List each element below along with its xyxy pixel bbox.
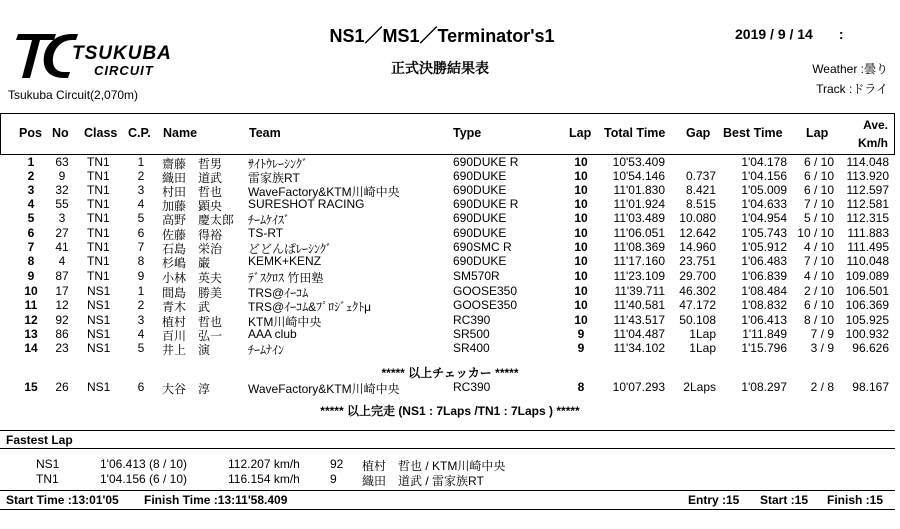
col-name: Name — [163, 126, 198, 140]
cell-type: 690DUKE — [453, 169, 507, 183]
fastest-time: 1'04.156 (6 / 10) — [100, 472, 188, 486]
cell-best: 1'04.633 — [741, 197, 787, 211]
cell-no: 17 — [55, 284, 69, 298]
cell-team: ﾁｰﾑﾅｲﾝ — [248, 343, 285, 357]
col-lap: Lap — [569, 126, 592, 140]
cell-gap: 1Lap — [689, 327, 716, 341]
cell-name: 高野 慶太郎 — [162, 213, 235, 227]
cell-class: TN1 — [87, 254, 110, 268]
cell-team: SURESHOT RACING — [248, 197, 365, 211]
cell-lap: 10 — [574, 155, 588, 169]
entry-count: Entry :15 — [688, 493, 740, 507]
cell-lap: 10 — [574, 269, 588, 283]
cell-class: TN1 — [87, 211, 110, 225]
table-row — [0, 211, 900, 225]
cell-lap: 10 — [574, 183, 588, 197]
table-row — [0, 313, 900, 327]
fastest-rider: 植村 哲也 / KTM川崎中央 — [362, 459, 506, 473]
cell-ave: 112.597 — [846, 183, 889, 197]
table-row — [0, 341, 900, 355]
cell-pos: 2 — [27, 169, 35, 183]
cell-pos: 13 — [24, 327, 38, 341]
cell-team: どどんぱﾚｰｼﾝｸﾞ — [248, 242, 333, 256]
cell-gap: 50.108 — [679, 313, 716, 327]
track-condition: Track :ドライ — [816, 82, 888, 96]
cell-type: SR500 — [453, 327, 490, 341]
cell-type: 690SMC R — [453, 240, 512, 254]
cell-type: 690DUKE — [453, 211, 507, 225]
cell-pos: 7 — [27, 240, 35, 254]
cell-gap: 8.515 — [685, 197, 716, 211]
cell-class: NS1 — [87, 380, 111, 394]
cell-ave: 113.920 — [846, 169, 889, 183]
cell-blap: 8 / 10 — [803, 313, 834, 327]
cell-lap: 10 — [574, 298, 588, 312]
table-row — [0, 269, 900, 283]
table-row — [0, 226, 900, 240]
table-row — [0, 197, 900, 211]
cell-total: 11'23.109 — [613, 269, 665, 283]
cell-no: 27 — [55, 226, 69, 240]
cell-blap: 6 / 10 — [803, 169, 834, 183]
cell-best: 1'04.178 — [741, 155, 787, 169]
cell-pos: 11 — [24, 298, 38, 312]
table-row — [0, 169, 900, 183]
cell-pos: 5 — [27, 211, 35, 225]
cell-ave: 106.501 — [845, 284, 889, 298]
logo-text-top: TSUKUBA — [72, 43, 172, 64]
cell-class: TN1 — [87, 183, 110, 197]
cell-best: 1'06.839 — [741, 269, 787, 283]
cell-team: WaveFactory&KTM川崎中央 — [248, 185, 400, 199]
cell-name: 佐藤 得裕 — [162, 228, 223, 242]
cell-type: RC390 — [453, 313, 491, 327]
cell-pos: 8 — [27, 254, 35, 268]
cell-total: 11'06.051 — [613, 226, 665, 240]
cell-blap: 6 / 10 — [803, 298, 834, 312]
start-time: Start Time :13:01'05 — [6, 493, 119, 507]
cell-no: 92 — [55, 313, 69, 327]
fastest-no: 92 — [330, 457, 344, 471]
page-subtitle: 正式決勝結果表 — [391, 60, 489, 76]
header-right-rule — [894, 113, 895, 155]
logo-text-bottom: CIRCUIT — [94, 63, 154, 78]
cell-pos: 4 — [27, 197, 35, 211]
cell-best: 1'05.009 — [741, 183, 787, 197]
cell-name: 大谷 淳 — [162, 382, 211, 396]
col-cp: C.P. — [128, 126, 151, 140]
col-ave-bottom: Km/h — [858, 136, 888, 150]
cell-gap: 46.302 — [679, 284, 716, 298]
cell-team: TS-RT — [248, 226, 284, 240]
cell-team: WaveFactory&KTM川崎中央 — [248, 382, 400, 396]
col-class: Class — [84, 126, 118, 140]
cell-type: SR400 — [453, 341, 490, 355]
cell-lap: 10 — [574, 284, 588, 298]
cell-team: AAA club — [248, 327, 297, 341]
table-row — [0, 254, 900, 268]
cell-cp: 8 — [137, 254, 145, 268]
cell-no: 4 — [58, 254, 66, 268]
cell-class: NS1 — [87, 313, 111, 327]
finish-time: Finish Time :13:11'58.409 — [144, 493, 288, 507]
cell-no: 63 — [55, 155, 69, 169]
cell-blap: 7 / 9 — [810, 327, 834, 341]
cell-gap: 29.700 — [679, 269, 716, 283]
cell-total: 10'53.409 — [612, 155, 665, 169]
cell-ave: 110.048 — [846, 254, 889, 268]
cell-pos: 12 — [24, 313, 38, 327]
cell-name: 織田 道武 — [162, 171, 223, 185]
cell-cp: 5 — [137, 341, 145, 355]
cell-ave: 96.626 — [852, 341, 889, 355]
complete-note: ***** 以上完走 (NS1 : 7Laps /TN1 : 7Laps ) ***** — [320, 404, 580, 418]
cell-name: 間島 勝美 — [162, 286, 223, 300]
cell-cp: 9 — [137, 269, 145, 283]
cell-team: KTM川崎中央 — [248, 315, 322, 329]
cell-type: GOOSE350 — [453, 284, 518, 298]
cell-gap: 10.080 — [679, 211, 716, 225]
cell-ave: 106.369 — [845, 298, 889, 312]
cell-best: 1'06.413 — [741, 313, 787, 327]
page-title: NS1／MS1／Terminator's1 — [329, 26, 555, 46]
cell-type: 690DUKE R — [453, 197, 519, 211]
cell-blap: 2 / 8 — [810, 380, 834, 394]
col-ave-top: Ave. — [863, 118, 888, 132]
cell-no: 3 — [58, 211, 66, 225]
race-date: 2019 / 9 / 14 : — [735, 26, 844, 42]
cell-team: TRS@ｲｰｺﾑ — [248, 286, 309, 300]
cell-no: 55 — [55, 197, 69, 211]
cell-type: 690DUKE — [453, 226, 507, 240]
cell-total: 10'54.146 — [612, 169, 665, 183]
cell-team: ﾁｰﾑｹｲｽﾞ — [248, 213, 291, 227]
cell-no: 32 — [55, 183, 69, 197]
col-pos: Pos — [19, 126, 42, 140]
cell-best: 1'08.832 — [741, 298, 787, 312]
cell-name: 杉嶋 巌 — [162, 256, 211, 270]
cell-ave: 114.048 — [846, 155, 889, 169]
cell-blap: 6 / 10 — [803, 183, 834, 197]
cell-lap: 10 — [574, 313, 588, 327]
cell-total: 11'03.489 — [613, 211, 665, 225]
cell-pos: 1 — [27, 155, 35, 169]
cell-class: TN1 — [87, 169, 110, 183]
cell-gap: 14.960 — [679, 240, 716, 254]
fastest-speed: 112.207 km/h — [228, 457, 300, 471]
table-row — [0, 155, 900, 169]
cell-type: GOOSE350 — [453, 298, 518, 312]
circuit-name: Tsukuba Circuit(2,070m) — [8, 88, 139, 102]
cell-cp: 7 — [137, 240, 145, 254]
cell-best: 1'05.912 — [741, 240, 787, 254]
cell-type: 690DUKE R — [453, 155, 519, 169]
table-row — [0, 327, 900, 341]
cell-class: TN1 — [87, 269, 110, 283]
cell-pos: 14 — [24, 341, 38, 355]
cell-gap: 8.421 — [685, 183, 716, 197]
fastest-lap-title: Fastest Lap — [6, 433, 73, 447]
cell-type: 690DUKE — [453, 183, 507, 197]
cell-blap: 4 / 10 — [803, 240, 834, 254]
cell-pos: 9 — [27, 269, 35, 283]
cell-name: 井上 演 — [162, 343, 211, 357]
cell-lap: 9 — [577, 341, 585, 355]
cell-total: 11'01.830 — [613, 183, 665, 197]
cell-lap: 10 — [574, 226, 588, 240]
cell-cp: 2 — [137, 298, 145, 312]
cell-gap: 23.751 — [679, 254, 716, 268]
cell-no: 86 — [55, 327, 69, 341]
cell-name: 加藤 顕央 — [162, 199, 223, 213]
fastest-bottom-rule — [0, 448, 895, 449]
cell-blap: 4 / 10 — [803, 269, 834, 283]
cell-team: KEMK+KENZ — [248, 254, 322, 268]
cell-ave: 112.315 — [846, 211, 889, 225]
cell-type: SM570R — [453, 269, 500, 283]
cell-blap: 6 / 10 — [803, 155, 834, 169]
cell-name: 百川 弘一 — [162, 329, 223, 343]
cell-total: 11'04.487 — [613, 327, 665, 341]
cell-lap: 10 — [574, 169, 588, 183]
cell-class: NS1 — [87, 341, 111, 355]
cell-ave: 105.925 — [845, 313, 889, 327]
finish-count: Finish :15 — [827, 493, 884, 507]
cell-cp: 3 — [137, 313, 145, 327]
weather: Weather :曇り — [812, 62, 888, 76]
cell-ave: 109.089 — [845, 269, 889, 283]
cell-total: 11'08.369 — [613, 240, 665, 254]
cell-team: ｻｲﾄｳﾚｰｼﾝｸﾞ — [248, 157, 309, 171]
fastest-top-rule — [0, 430, 895, 431]
col-best-time: Best Time — [723, 126, 783, 140]
cell-class: NS1 — [87, 298, 111, 312]
cell-ave: 112.581 — [846, 197, 889, 211]
cell-best: 1'04.954 — [741, 211, 787, 225]
cell-gap: 1Lap — [689, 341, 716, 355]
col-team: Team — [249, 126, 281, 140]
cell-name: 植村 哲也 — [162, 315, 223, 329]
table-row — [0, 183, 900, 197]
cell-type: 690DUKE — [453, 254, 507, 268]
cell-ave: 100.932 — [845, 327, 889, 341]
cell-best: 1'06.483 — [741, 254, 787, 268]
col-total-time: Total Time — [604, 126, 666, 140]
cell-total: 11'17.160 — [613, 254, 665, 268]
cell-total: 11'34.102 — [613, 341, 665, 355]
fastest-speed: 116.154 km/h — [228, 472, 300, 486]
cell-gap: 12.642 — [679, 226, 716, 240]
cell-lap: 10 — [574, 254, 588, 268]
cell-pos: 3 — [27, 183, 35, 197]
cell-class: TN1 — [87, 197, 110, 211]
cell-total: 11'01.924 — [613, 197, 665, 211]
cell-no: 23 — [55, 341, 69, 355]
cell-pos: 10 — [24, 284, 38, 298]
cell-no: 12 — [55, 298, 69, 312]
table-row — [0, 298, 900, 312]
cell-lap: 10 — [574, 197, 588, 211]
cell-cp: 4 — [137, 327, 145, 341]
cell-type: RC390 — [453, 380, 491, 394]
cell-blap: 3 / 9 — [810, 341, 834, 355]
cell-lap: 9 — [577, 327, 585, 341]
cell-blap: 2 / 10 — [803, 284, 834, 298]
cell-blap: 5 / 10 — [803, 211, 834, 225]
checker-note: ***** 以上チェッカー ***** — [381, 366, 519, 380]
cell-gap: 0.737 — [685, 169, 716, 183]
cell-class: TN1 — [87, 155, 110, 169]
fastest-rider: 織田 道武 / 雷家族RT — [362, 474, 484, 488]
footer-top-rule — [0, 490, 895, 491]
cell-cp: 5 — [137, 211, 145, 225]
cell-gap: 47.172 — [679, 298, 716, 312]
fastest-time: 1'06.413 (8 / 10) — [100, 457, 188, 471]
cell-cp: 4 — [137, 197, 145, 211]
cell-ave: 111.883 — [847, 226, 889, 240]
cell-lap: 8 — [577, 380, 585, 394]
cell-best: 1'05.743 — [741, 226, 787, 240]
cell-blap: 7 / 10 — [803, 254, 834, 268]
start-count: Start :15 — [760, 493, 809, 507]
cell-best: 1'04.156 — [741, 169, 787, 183]
cell-class: TN1 — [87, 226, 110, 240]
cell-no: 41 — [55, 240, 69, 254]
cell-class: NS1 — [87, 327, 111, 341]
table-row — [0, 284, 900, 298]
cell-team: TRS@ｲｰｺﾑ&ﾌﾟﾛｼﾞｪｸﾄμ — [248, 300, 372, 314]
cell-name: 青木 武 — [162, 300, 211, 314]
fastest-class: TN1 — [36, 472, 59, 486]
cell-ave: 111.495 — [847, 240, 889, 254]
table-row — [0, 240, 900, 254]
cell-team: ﾃﾞｽｸﾛｽ 竹田塾 — [248, 271, 324, 285]
cell-best: 1'08.297 — [741, 380, 787, 394]
cell-pos: 15 — [24, 380, 38, 394]
fastest-no: 9 — [330, 472, 337, 486]
cell-name: 村田 哲也 — [162, 185, 223, 199]
cell-cp: 6 — [137, 226, 145, 240]
col-type: Type — [453, 126, 482, 140]
cell-name: 小林 英夫 — [162, 271, 223, 285]
cell-lap: 10 — [574, 240, 588, 254]
cell-name: 齋藤 哲男 — [162, 157, 223, 171]
cell-best: 1'08.484 — [741, 284, 787, 298]
cell-cp: 1 — [137, 155, 145, 169]
footer-bottom-rule — [0, 509, 895, 510]
cell-blap: 10 / 10 — [797, 226, 834, 240]
fastest-class: NS1 — [36, 457, 60, 471]
cell-cp: 6 — [137, 380, 145, 394]
cell-gap: 2Laps — [683, 380, 716, 394]
cell-total: 11'43.517 — [613, 313, 665, 327]
cell-class: NS1 — [87, 284, 111, 298]
col-gap: Gap — [686, 126, 711, 140]
cell-total: 10'07.293 — [612, 380, 665, 394]
col-best-lap: Lap — [806, 126, 829, 140]
cell-no: 87 — [55, 269, 69, 283]
cell-no: 9 — [58, 169, 66, 183]
col-no: No — [52, 126, 69, 140]
cell-name: 石島 栄治 — [162, 242, 223, 256]
header-left-rule — [0, 113, 1, 155]
cell-blap: 7 / 10 — [803, 197, 834, 211]
cell-total: 11'39.711 — [614, 284, 665, 298]
cell-total: 11'40.581 — [613, 298, 665, 312]
cell-cp: 2 — [137, 169, 145, 183]
cell-lap: 10 — [574, 211, 588, 225]
cell-best: 1'11.849 — [742, 327, 787, 341]
cell-best: 1'15.796 — [741, 341, 787, 355]
table-row — [0, 380, 900, 394]
cell-team: 雷家族RT — [248, 171, 300, 185]
cell-ave: 98.167 — [852, 380, 889, 394]
header-top-rule — [0, 113, 895, 114]
cell-pos: 6 — [27, 226, 35, 240]
cell-class: TN1 — [87, 240, 110, 254]
cell-no: 26 — [55, 380, 69, 394]
cell-cp: 1 — [137, 284, 145, 298]
cell-cp: 3 — [137, 183, 145, 197]
